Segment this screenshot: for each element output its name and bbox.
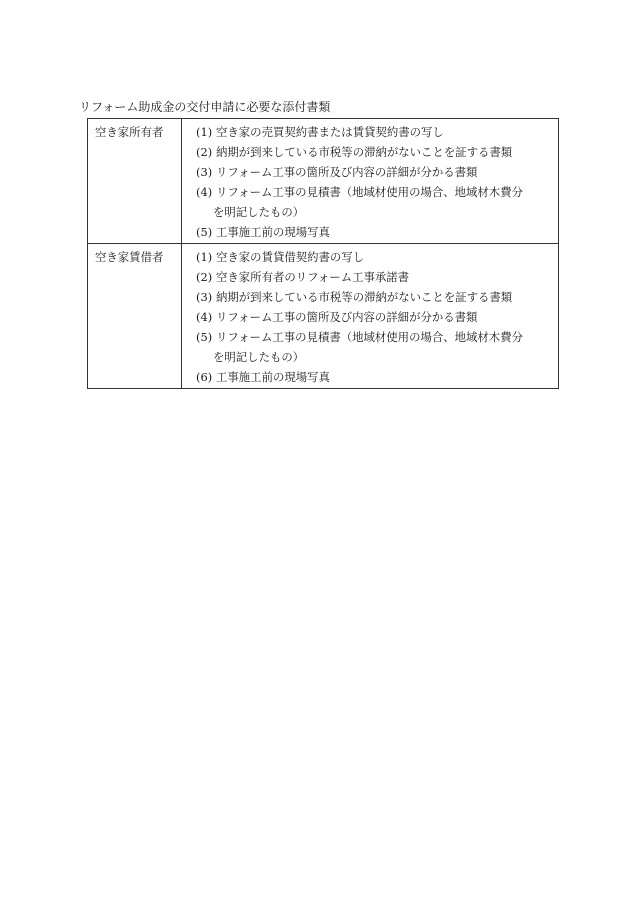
category-label: 空き家賃借者 <box>95 250 164 264</box>
item-number: (2) <box>196 270 213 284</box>
items-cell <box>182 244 559 389</box>
list-item <box>182 327 558 367</box>
item-number: (1) <box>196 125 213 139</box>
item-number: (4) <box>196 310 213 324</box>
list-item <box>182 367 558 387</box>
item-text-continuation: を明記したもの） <box>213 205 305 219</box>
table-row-tenant <box>88 244 559 389</box>
category-cell <box>88 119 182 244</box>
item-number: (6) <box>196 370 213 384</box>
item-number: (1) <box>196 250 213 264</box>
list-item <box>182 162 558 182</box>
item-text: リフォーム工事の見積書（地域材使用の場合、地域材木費分 <box>216 330 523 344</box>
item-text: リフォーム工事の箇所及び内容の詳細が分かる書類 <box>216 310 478 324</box>
item-list <box>182 122 558 242</box>
item-text: 空き家の売買契約書または賃貸契約書の写し <box>216 125 444 139</box>
document-title: リフォーム助成金の交付申請に必要な添付書類 <box>79 100 331 114</box>
item-number: (5) <box>196 330 213 344</box>
item-number: (2) <box>196 145 213 159</box>
item-text: リフォーム工事の箇所及び内容の詳細が分かる書類 <box>216 165 478 179</box>
item-number: (5) <box>196 225 213 239</box>
attachment-table <box>87 118 559 389</box>
items-cell <box>182 119 559 244</box>
table-row-owner <box>88 119 559 244</box>
item-number: (3) <box>196 290 213 304</box>
list-item <box>182 287 558 307</box>
item-text: 工事施工前の現場写真 <box>216 370 330 384</box>
list-item <box>182 182 558 222</box>
item-text: 空き家の賃貸借契約書の写し <box>216 250 365 264</box>
item-number: (3) <box>196 165 213 179</box>
list-item <box>182 222 558 242</box>
item-number: (4) <box>196 185 213 199</box>
category-cell <box>88 244 182 389</box>
item-text: 工事施工前の現場写真 <box>216 225 330 239</box>
item-text: リフォーム工事の見積書（地域材使用の場合、地域材木費分 <box>216 185 523 199</box>
list-item <box>182 142 558 162</box>
list-item <box>182 307 558 327</box>
list-item <box>182 267 558 287</box>
item-list <box>182 247 558 387</box>
list-item <box>182 122 558 142</box>
item-text: 納期が到来している市税等の滞納がないことを証する書類 <box>216 145 513 159</box>
item-text: 納期が到来している市税等の滞納がないことを証する書類 <box>216 290 513 304</box>
category-label: 空き家所有者 <box>95 125 164 139</box>
item-text-continuation: を明記したもの） <box>213 350 305 364</box>
list-item <box>182 247 558 267</box>
item-text: 空き家所有者のリフォーム工事承諾書 <box>216 270 410 284</box>
